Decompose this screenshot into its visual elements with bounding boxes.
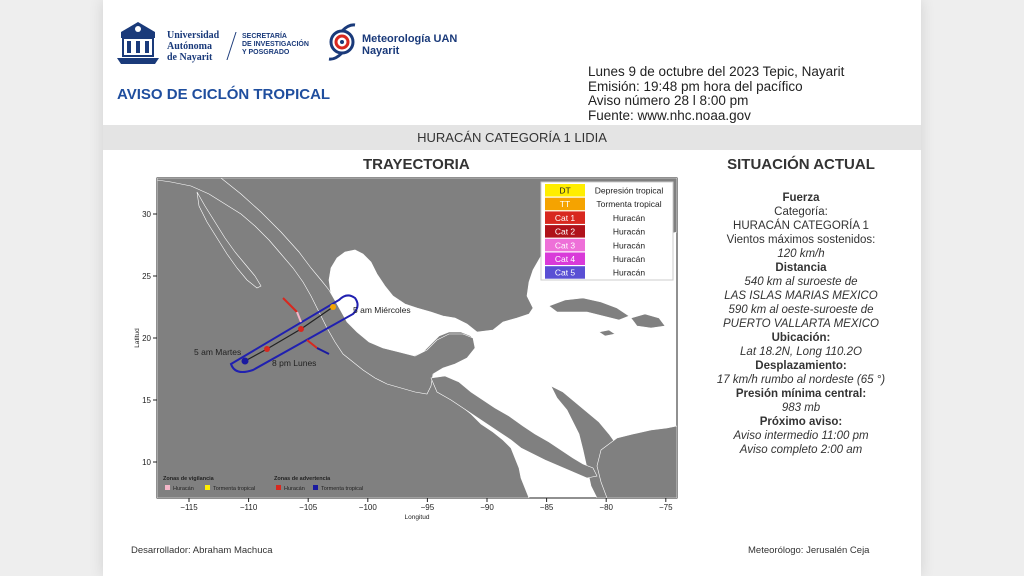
secretariat-line-1: SECRETARÍA xyxy=(242,33,287,40)
track-point-miercoles xyxy=(330,304,336,310)
y-axis-label: Latitud xyxy=(134,328,141,348)
x-tick-label: −75 xyxy=(659,503,673,512)
legend-label: Depresión tropical xyxy=(594,185,664,196)
legend-code: TT xyxy=(559,199,571,210)
legend-label: Huracán xyxy=(612,254,646,264)
situation-line: 590 km al oeste-suroeste de xyxy=(728,304,874,316)
legend-label: Huracán xyxy=(612,226,646,237)
track-point-lunes xyxy=(298,326,304,332)
legend-label: Huracán xyxy=(612,240,646,251)
y-axis xyxy=(142,210,157,467)
situation-line: 17 km/h rumbo al nordeste (65 °) xyxy=(716,374,886,386)
secretariat-line-2: DE INVESTIGACIÓN xyxy=(242,41,309,48)
issue-info xyxy=(588,65,844,123)
advertencia-title: Zonas de advertencia xyxy=(274,476,331,482)
university-seal-icon xyxy=(115,18,161,66)
situation-line: PUERTO VALLARTA MEXICO xyxy=(723,318,879,330)
vig-hurricane-swatch xyxy=(165,485,170,490)
storm-banner: HURACÁN CATEGORÍA 1 LIDIA xyxy=(103,125,921,150)
category-legend xyxy=(541,182,673,280)
situation-panel xyxy=(700,191,902,457)
adv-hurricane-label: Huracán xyxy=(284,486,305,492)
situation-line: Ubicación: xyxy=(771,332,831,344)
adv-hurricane-swatch xyxy=(276,485,281,490)
situation-line: HURACÁN CATEGORÍA 1 xyxy=(733,220,869,232)
legend-label: Huracán xyxy=(612,267,646,278)
label-lunes: 8 pm Lunes xyxy=(272,358,317,368)
legend-label: Tormenta tropical xyxy=(596,199,662,210)
situation-line: Fuerza xyxy=(782,192,820,204)
track-point-current xyxy=(242,358,249,365)
situation-line: Aviso completo 2:00 am xyxy=(739,444,863,456)
x-axis xyxy=(180,498,673,512)
x-tick-label: −105 xyxy=(299,503,318,512)
vig-ts-swatch xyxy=(205,485,210,490)
situation-line: Desplazamiento: xyxy=(755,360,847,372)
legend-code: Cat 4 xyxy=(554,254,576,264)
meteorology-name xyxy=(362,33,457,57)
label-miercoles: 5 am Miércoles xyxy=(353,305,411,315)
x-tick-label: −95 xyxy=(420,503,435,512)
vig-ts-label: Tormenta tropical xyxy=(213,486,256,492)
vig-hurricane-label: Huracán xyxy=(173,486,194,492)
aviso-title: AVISO DE CICLÓN TROPICAL xyxy=(117,86,331,103)
trajectory-map xyxy=(131,172,687,524)
adv-ts-label: Tormenta tropical xyxy=(321,486,364,492)
x-axis-label: Longitud xyxy=(404,514,430,521)
university-line-1: Universidad xyxy=(167,30,220,41)
situation-line: Lat 18.2N, Long 110.2O xyxy=(740,346,862,358)
label-martes: 5 am Martes xyxy=(194,347,242,357)
legend-label: Huracán xyxy=(612,212,646,223)
header-divider xyxy=(226,32,236,60)
y-tick-label: 10 xyxy=(142,458,151,467)
y-tick-label: 30 xyxy=(142,210,151,219)
x-tick-label: −115 xyxy=(180,503,198,512)
university-line-3: de Nayarit xyxy=(167,52,213,63)
situation-line: Presión mínima central: xyxy=(735,388,867,400)
situation-line: Distancia xyxy=(775,262,827,274)
meteorologist-credit: Meteorólogo: Jerusalén Ceja xyxy=(748,545,870,556)
secretariat-name xyxy=(242,33,309,57)
issue-date: Lunes 9 de octubre del 2023 Tepic, Nayarit xyxy=(588,64,845,79)
situation-title: SITUACIÓN ACTUAL xyxy=(727,156,875,173)
legend-code: Cat 5 xyxy=(554,267,576,278)
bulletin-sheet xyxy=(103,0,921,576)
issue-source: Fuente: www.nhc.noaa.gov xyxy=(588,107,751,123)
legend-code: Cat 2 xyxy=(554,226,576,237)
situation-line: 983 mb xyxy=(781,402,821,414)
vigilancia-title: Zonas de vigilancia xyxy=(163,476,214,482)
track-point-martes xyxy=(264,346,270,352)
hurricane-logo-icon xyxy=(327,22,357,62)
adv-ts-swatch xyxy=(313,485,318,490)
situation-line: LAS ISLAS MARIAS MEXICO xyxy=(724,290,878,302)
university-line-2: Autónoma xyxy=(167,41,213,52)
x-tick-label: −90 xyxy=(480,503,494,512)
map-title: TRAYECTORIA xyxy=(363,156,470,173)
legend-code: Cat 1 xyxy=(554,212,576,223)
legend-code: DT xyxy=(559,185,571,196)
situation-line: Aviso intermedio 11:00 pm xyxy=(733,430,869,442)
y-tick-label: 25 xyxy=(142,272,151,281)
issue-number: Aviso número 28 l 8:00 pm xyxy=(588,93,749,108)
meteorology-line-1: Meteorología UAN xyxy=(362,33,458,45)
secretariat-line-3: Y POSGRADO xyxy=(242,49,290,56)
situation-line: Categoría: xyxy=(774,206,828,218)
x-tick-label: −100 xyxy=(358,503,377,512)
meteorology-line-2: Nayarit xyxy=(362,45,400,57)
issue-time: Emisión: 19:48 pm hora del pacífico xyxy=(588,78,803,94)
x-tick-label: −80 xyxy=(599,503,613,512)
legend-code: Cat 3 xyxy=(554,240,576,251)
situation-line: Próximo aviso: xyxy=(759,416,843,428)
x-tick-label: −110 xyxy=(239,503,258,512)
y-tick-label: 20 xyxy=(142,334,151,343)
developer-credit: Desarrollador: Abraham Machuca xyxy=(131,545,273,556)
x-tick-label: −85 xyxy=(539,503,554,512)
situation-line: Vientos máximos sostenidos: xyxy=(726,234,876,246)
y-tick-label: 15 xyxy=(142,396,151,405)
situation-line: 120 km/h xyxy=(777,248,825,260)
university-name xyxy=(167,30,219,63)
situation-line: 540 km al suroeste de xyxy=(744,276,858,288)
